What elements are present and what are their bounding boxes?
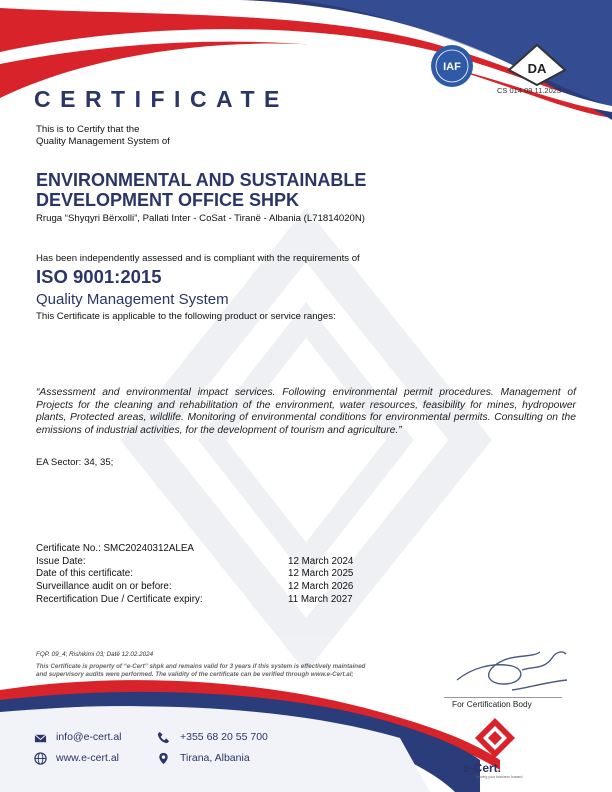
signature-line [444, 697, 562, 698]
contact-email[interactable]: info@e-cert.al [56, 731, 122, 743]
svg-text:IAF: IAF [443, 61, 461, 73]
organization-name [36, 170, 366, 210]
phone-icon [157, 731, 170, 744]
svg-text:DA: DA [527, 61, 547, 76]
intro-line-2: Quality Management System of [36, 136, 170, 147]
location-pin-icon [157, 752, 170, 765]
iso-standard: ISO 9001:2015 [36, 266, 162, 287]
contact-website[interactable]: www.e-cert.al [56, 752, 120, 764]
ea-sector: EA Sector: 34, 35; [36, 457, 114, 468]
certificate-date-label: Date of this certificate: [36, 568, 133, 579]
contact-phone[interactable]: +355 68 20 55 700 [180, 731, 268, 743]
e-cert-logo-icon [473, 716, 517, 760]
e-cert-tagline: Moving your business forward [476, 775, 523, 779]
certificate-number: Certificate No.: SMC20240312ALEA [36, 543, 194, 554]
contact-location: Tirana, Albania [180, 752, 250, 764]
e-cert-brand: e-Cert. [463, 761, 502, 775]
organization-address: Rruga “Shyqyri Bërxolli”, Pallati Inter - CoSat - Tiranë - Albania (L71814020N) [36, 213, 366, 224]
iaf-logo [431, 45, 473, 87]
form-reference: FQP. 09_4; Rishikimi 03; Datë 12.02.2024 [36, 651, 154, 658]
email-icon [34, 732, 47, 745]
management-system: Quality Management System [36, 291, 229, 308]
surveillance-label: Surveillance audit on or before: [36, 581, 172, 592]
recertification-value: 11 March 2027 [288, 594, 353, 605]
organization-name-line-1: ENVIRONMENTAL AND SUSTAINABLE [36, 170, 367, 190]
da-accreditation-code: CS 014 09.11.2023 [497, 86, 562, 95]
surveillance-value: 12 March 2026 [288, 581, 354, 592]
issue-date-label: Issue Date: [36, 556, 86, 567]
organization-name-line-2: DEVELOPMENT OFFICE SHPK [36, 190, 300, 210]
validity-note-line-2: and supervisory audits were performed. The validity of the certificate can be verified through www.e-Cert.al; [36, 671, 354, 678]
validity-note-line-1: This Certificate is property of “e-Cert” shpk and remains valid for 3 years if this system is effectively maintained [36, 663, 366, 670]
globe-icon [34, 752, 47, 765]
certificate-date-value: 12 March 2025 [288, 568, 354, 579]
certificate-title: CERTIFICATE [34, 86, 289, 112]
intro-line-1: This is to Certify that the [36, 124, 140, 135]
recertification-label: Recertification Due / Certificate expiry: [36, 594, 203, 605]
applicability-statement: This Certificate is applicable to the following product or service ranges: [36, 311, 336, 322]
compliance-statement: Has been independently assessed and is compliant with the requirements of [36, 253, 360, 264]
scope-text: “Assessment and environmental impact services. Following environmental permit procedures. Management of Projects for the cleaning and rehabilitation of the environment, water resources, feasibility for mines, hydropower plants, Protected areas, wildlife. Monitoring of environmental conditions for environmental permits. Consulting on the emissions of industrial activities, for the development of tourism and agriculture.” [36, 387, 576, 436]
issue-date-value: 12 March 2024 [288, 556, 354, 567]
signature-icon [452, 640, 572, 698]
signature-caption: For Certification Body [452, 699, 532, 709]
validity-note [36, 663, 456, 679]
